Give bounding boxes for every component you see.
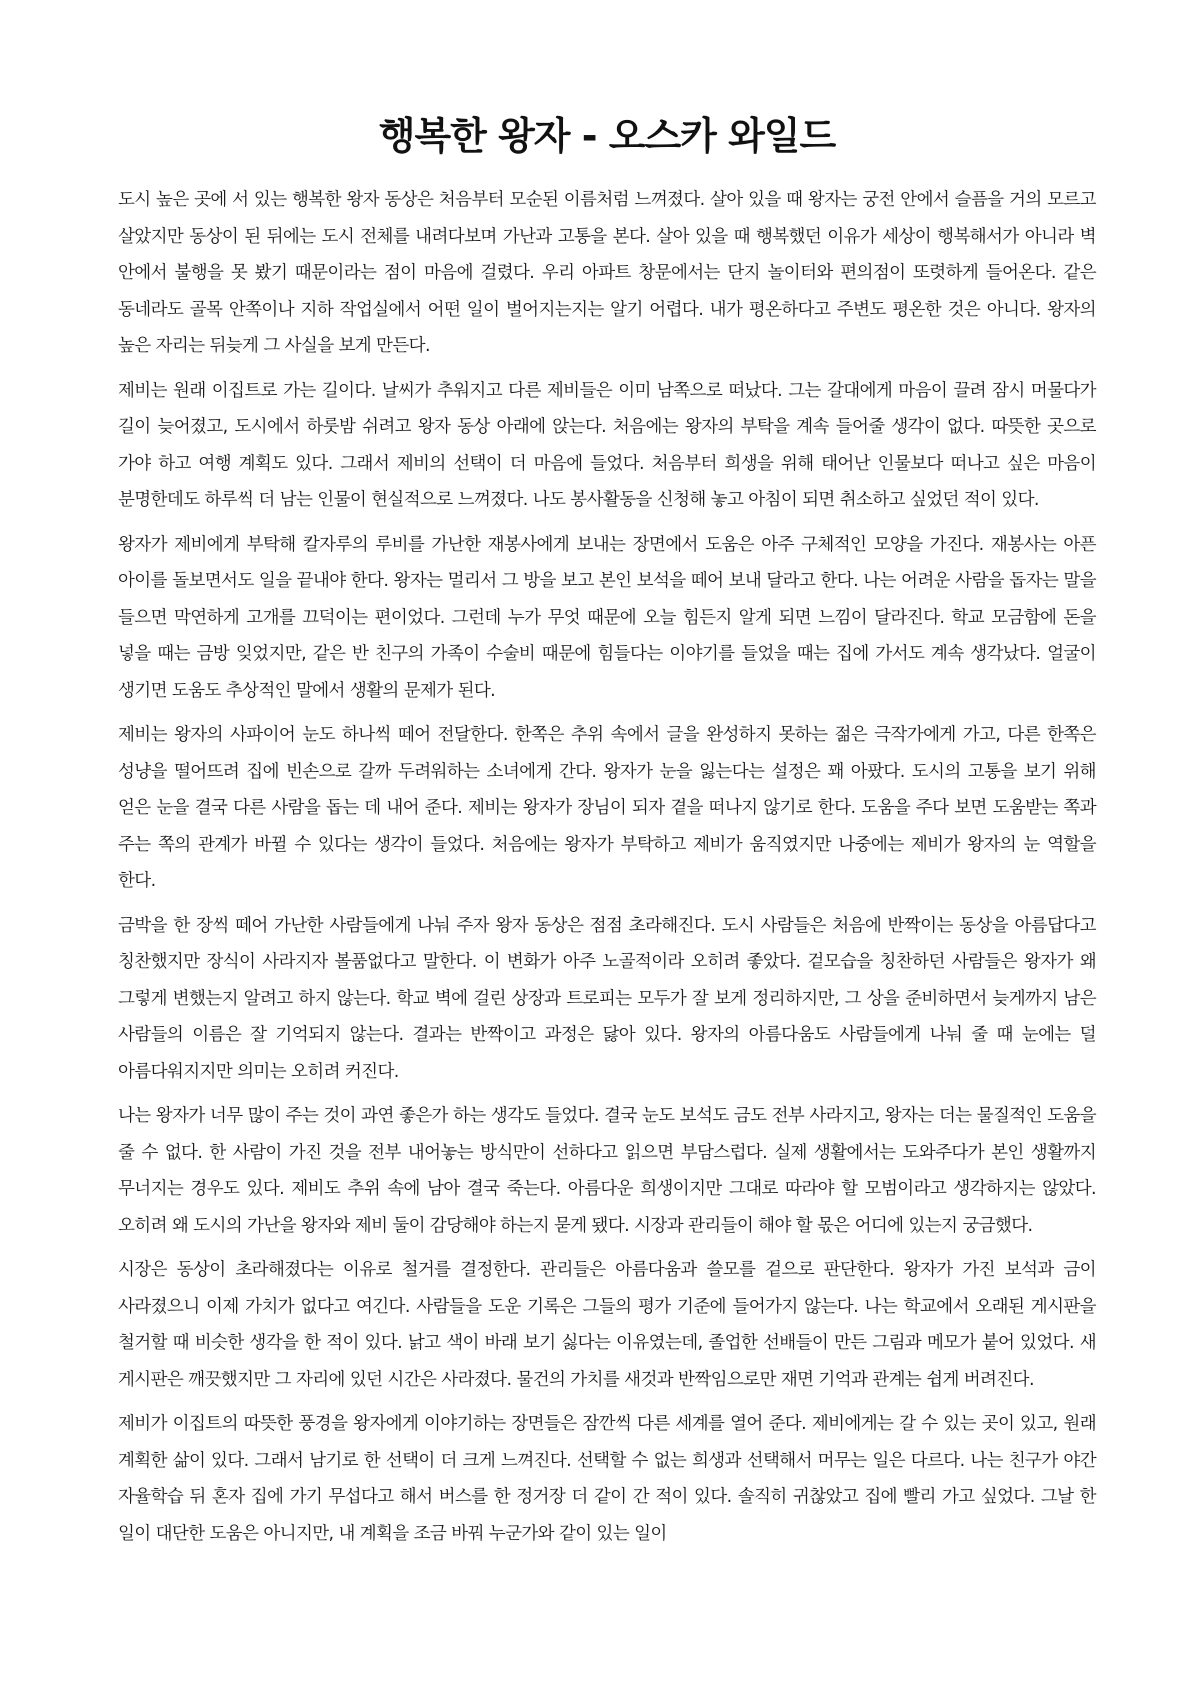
essay-paragraph: 제비는 왕자의 사파이어 눈도 하나씩 떼어 전달한다. 한쪽은 추위 속에서 글을 완성하지 못하는 젊은 극작가에게 가고, 다른 한쪽은 성냥을 떨어뜨려 집에 빈손으로 갈까 두려워하는 소녀에게 간다. 왕자가 눈을 잃는다는 설정은 꽤 아팠다. 도시의 고통을 보기 위해 얻은 눈을 결국 다른 사람을 돕는 데 내어 준다. 제비는 왕자가 장님이 되자 곁을 떠나지 않기로 한다. 도움을 주다 보면 도움받는 쪽과 주는 쪽의 관계가 바뀔 수 있다는 생각이 들었다. 처음에는 왕자가 부탁하고 제비가 움직였지만 나중에는 제비가 왕자의 눈 역할을 한다. xyxy=(118,725,1096,891)
essay-paragraph: 금박을 한 장씩 떼어 가난한 사람들에게 나눠 주자 왕자 동상은 점점 초라해진다. 도시 사람들은 처음에 반짝이는 동상을 아름답다고 칭찬했지만 장식이 사라지자 볼품없다고 말한다. 이 변화가 아주 노골적이라 오히려 좋았다. 겉모습을 칭찬하던 사람들은 왕자가 왜 그렇게 변했는지 알려고 하지 않는다. 학교 벽에 걸린 상장과 트로피는 모두가 잘 보게 정리하지만, 그 상을 준비하면서 늦게까지 남은 사람들의 이름은 잘 기억되지 않는다. 결과는 반짝이고 과정은 닳아 있다. 왕자의 아름다움도 사람들에게 나눠 줄 때 눈에는 덜 아름다워지지만 의미는 오히려 커진다. xyxy=(118,915,1096,1082)
essay-paragraph: 제비가 이집트의 따뜻한 풍경을 왕자에게 이야기하는 장면들은 잠깐씩 다른 세계를 열어 준다. 제비에게는 갈 수 있는 곳이 있고, 원래 계획한 삶이 있다. 그래서 남기로 한 선택이 더 크게 느껴진다. 선택할 수 없는 희생과 선택해서 머무는 일은 다르다. 나는 친구가 야간 자율학습 뒤 혼자 집에 가기 무섭다고 해서 버스를 한 정거장 더 같이 간 적이 있다. 솔직히 귀찮았고 집에 빨리 가고 싶었다. 그날 한 일이 대단한 도움은 아니지만, 내 계획을 조금 바꿔 누군가와 같이 있는 일이 xyxy=(118,1414,1096,1544)
essay-paragraph: 시장은 동상이 초라해졌다는 이유로 철거를 결정한다. 관리들은 아름다움과 쓸모를 겉으로 판단한다. 왕자가 가진 보석과 금이 사라졌으니 이제 가치가 없다고 여긴다. 사람들을 도운 기록은 그들의 평가 기준에 들어가지 않는다. 나는 학교에서 오래된 게시판을 철거할 때 비슷한 생각을 한 적이 있다. 낡고 색이 바래 보기 싫다는 이유였는데, 졸업한 선배들이 만든 그림과 메모가 붙어 있었다. 새 게시판은 깨끗했지만 그 자리에 있던 시간은 사라졌다. 물건의 가치를 새것과 반짝임으로만 재면 기억과 관계는 쉽게 버려진다. xyxy=(118,1260,1096,1390)
essay-paragraph: 도시 높은 곳에 서 있는 행복한 왕자 동상은 처음부터 모순된 이름처럼 느껴졌다. 살아 있을 때 왕자는 궁전 안에서 슬픔을 거의 모르고 살았지만 동상이 된 뒤에는 도시 전체를 내려다보며 가난과 고통을 본다. 살아 있을 때 행복했던 이유가 세상이 행복해서가 아니라 벽 안에서 불행을 못 봤기 때문이라는 점이 마음에 걸렸다. 우리 아파트 창문에서는 단지 놀이터와 편의점이 또렷하게 들어온다. 같은 동네라도 골목 안쪽이나 지하 작업실에서 어떤 일이 벌어지는지는 알기 어렵다. 내가 평온하다고 주변도 평온한 것은 아니다. 왕자의 높은 자리는 뒤늦게 그 사실을 보게 만든다. xyxy=(118,190,1096,356)
essay-title: 행복한 왕자 - 오스카 와일드 xyxy=(378,114,836,158)
essay-page xyxy=(118,112,1096,1560)
essay-paragraph: 제비는 원래 이집트로 가는 길이다. 날씨가 추워지고 다른 제비들은 이미 남쪽으로 떠났다. 그는 갈대에게 마음이 끌려 잠시 머물다가 길이 늦어졌고, 도시에서 하룻밤 쉬려고 왕자 동상 아래에 앉는다. 처음에는 왕자의 부탁을 계속 들어줄 생각이 없다. 따뜻한 곳으로 가야 하고 여행 계획도 있다. 그래서 제비의 선택이 더 마음에 들었다. 처음부터 희생을 위해 태어난 인물보다 떠나고 싶은 마음이 분명한데도 하루씩 더 남는 인물이 현실적으로 느껴졌다. 나도 봉사활동을 신청해 놓고 아침이 되면 취소하고 싶었던 적이 있다. xyxy=(118,380,1096,510)
essay-paragraph: 나는 왕자가 너무 많이 주는 것이 과연 좋은가 하는 생각도 들었다. 결국 눈도 보석도 금도 전부 사라지고, 왕자는 더는 물질적인 도움을 줄 수 없다. 한 사람이 가진 것을 전부 내어놓는 방식만이 선하다고 읽으면 부담스럽다. 실제 생활에서는 도와주다가 본인 생활까지 무너지는 경우도 있다. 제비도 추위 속에 남아 결국 죽는다. 아름다운 희생이지만 그대로 따라야 할 모범이라고 생각하지는 않았다. 오히려 왜 도시의 가난을 왕자와 제비 둘이 감당해야 하는지 묻게 됐다. 시장과 관리들이 해야 할 몫은 어디에 있는지 궁금했다. xyxy=(118,1106,1096,1236)
essay-paragraph: 왕자가 제비에게 부탁해 칼자루의 루비를 가난한 재봉사에게 보내는 장면에서 도움은 아주 구체적인 모양을 가진다. 재봉사는 아픈 아이를 돌보면서도 일을 끝내야 한다. 왕자는 멀리서 그 방을 보고 본인 보석을 떼어 보내 달라고 한다. 나는 어려운 사람을 돕자는 말을 들으면 막연하게 고개를 끄덕이는 편이었다. 그런데 누가 무엇 때문에 오늘 힘든지 알게 되면 느낌이 달라진다. 학교 모금함에 돈을 넣을 때는 금방 잊었지만, 같은 반 친구의 가족이 수술비 때문에 힘들다는 이야기를 들었을 때는 집에 가서도 계속 생각났다. 얼굴이 생기면 도움도 추상적인 말에서 생활의 문제가 된다. xyxy=(118,534,1096,701)
